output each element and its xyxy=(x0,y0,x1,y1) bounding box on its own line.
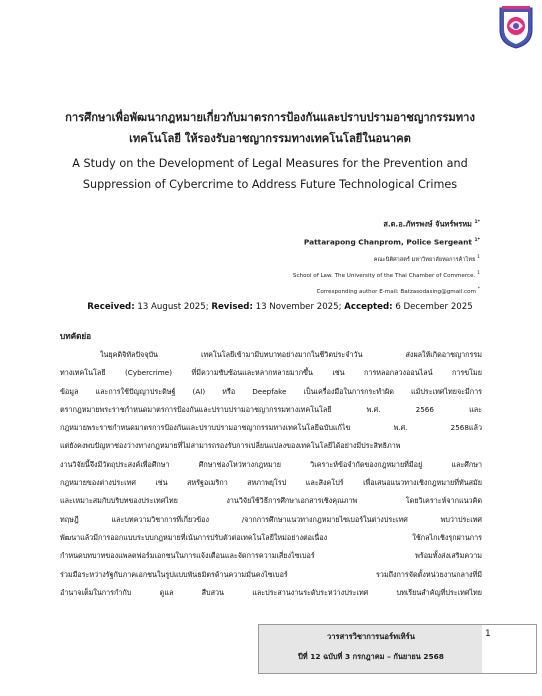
submission-dates xyxy=(60,302,500,312)
abstract-line: ทฤษฎี และบทความวิชาการที่เกี่ยวข้อง /จากการศึกษาแนวทางกฎหมายไซเบอร์ในต่างประเทศ พบว่าประเทศ xyxy=(60,514,482,524)
abstract-line: และเหมาะสมกับบริบทของประเทศไทย งานวิจัยใช้วิธีการศึกษาเอกสารเชิงคุณภาพ โดยวิเคราะห์จากแนวคิด xyxy=(60,496,482,506)
abstract-line: แต่ยังคงพบปัญหาช่องว่างทางกฎหมายที่ไม่สามารถรองรับการเปลี่ยนแปลงของเทคโนโลยีได้อย่างมีประสิทธิภาพ xyxy=(60,441,401,451)
abstract-line: อำนาจเต็มในการกำกับ ดูแล สืบสวน และประสานงานระดับระหว่างประเทศ บทเรียนสำคัญที่ประเทศไทย xyxy=(60,587,482,597)
title-thai-line: เทคโนโลยี ให้รองรับอาชญากรรมทางเทคโนโลยีในอนาคต xyxy=(129,132,411,145)
title-english-line: A Study on the Development of Legal Measures for the Prevention and xyxy=(72,157,468,170)
page-number: 1 xyxy=(485,629,491,639)
email-superscript: * xyxy=(477,286,480,292)
abstract-line: ในยุคดิจิทัลปัจจุบัน เทคโนโลยีเข้ามามีบทบาทอย่างมากในชีวิตประจำวัน ส่งผลให้เกิดอาชญากรรม xyxy=(100,350,482,359)
abstract-line: ตรากฎหมายพระราชกำหนดมาตรการป้องกันและปราบปรามอาชญากรรมทางเทคโนโลยี พ.ศ. 2566 และ xyxy=(60,404,482,414)
page-number-box xyxy=(482,624,537,674)
affiliation-thai: คณะนิติศาสตร์ มหาวิทยาลัยหอการค้าไทย $^1$ xyxy=(373,254,480,263)
accepted-label: Accepted: xyxy=(344,302,393,312)
abstract-line: ร่วมมือระหว่างรัฐกับภาคเอกชนในรูปแบบพันธมิตรด้านความมั่นคงไซเบอร์ รวมถึงการจัดตั้งหน่วยงานกลางที่มี xyxy=(60,569,482,579)
title-english xyxy=(50,153,490,195)
corresponding-email: Corresponding author E-mail: Batzasodasing@gmail.com * xyxy=(316,286,480,295)
author-en-superscript: 1* xyxy=(474,238,480,244)
author-block xyxy=(160,214,480,299)
aff-en-superscript: 1 xyxy=(477,270,480,276)
title-english-line: Suppression of Cybercrime to Address Future Technological Crimes xyxy=(82,178,458,191)
received-date: 13 August 2025; xyxy=(137,302,209,312)
author-th-superscript: 1* xyxy=(474,220,480,225)
abstract-line: กฎหมายพระราชกำหนดมาตรการป้องกันและปราบปรามอาชญากรรมทางเทคโนโลยีฉบับแก้ไข พ.ศ. 2568แล้ว xyxy=(60,423,482,433)
abstract-body xyxy=(60,346,482,602)
university-crest-icon xyxy=(494,4,538,50)
journal-name: วารสารวิชาการนอร์ทเทิร์น xyxy=(327,632,415,641)
journal-volume: ปีที่ 12 ฉบับที่ 3 กรกฎาคม – กันยายน 2568 xyxy=(298,652,444,661)
affiliation-english: School of Law. The University of the Thai Chamber of Commerce. $^1$ xyxy=(292,270,480,279)
abstract-line: กฎหมายของต่างประเทศ เช่น สหรัฐอเมริกา สหภาพยุโรป และสิงคโปร์ เพื่อเสนอแนวทางเชิงกฎหมายที่ทันสมัย xyxy=(60,478,482,488)
aff-th-superscript: 1 xyxy=(477,254,480,260)
received-label: Received: xyxy=(87,302,135,312)
revised-date: 13 November 2025; xyxy=(255,302,342,312)
abstract-line: กำหนดบทบาทของแพลตฟอร์มเอกชนในการแจ้งเตือนและจัดการความเสี่ยงไซเบอร์ พร้อมทั้งส่งเสริมความ xyxy=(60,551,482,561)
author-name-thai: ส.ต.อ.ภัทรพงษ์ จันทร์พรหม $^{1*}$ xyxy=(383,219,480,229)
abstract-heading: บทคัดย่อ xyxy=(60,331,92,341)
title-thai-line: การศึกษาเพื่อพัฒนากฎหมายเกี่ยวกับมาตรการป้องกันและปราบปรามอาชญากรรมทาง xyxy=(65,111,475,124)
accepted-date: 6 December 2025 xyxy=(395,302,473,312)
abstract-line: งานวิจัยนี้จึงมีวัตถุประสงค์เพื่อศึกษา ศึกษาช่องโหว่ทางกฎหมาย วิเคราะห์ข้อจำกัดของกฎหมายที่มีอยู่ และศึกษา xyxy=(60,459,482,469)
title-thai xyxy=(60,107,480,149)
revised-label: Revised: xyxy=(211,302,253,312)
abstract-line: พัฒนาแล้วมีการออกแบบระบบกฎหมายที่เน้นการปรับตัวต่อเทคโนโลยีใหม่อย่างต่อเนื่อง ใช้กลไกเชิงรุกผ่านการ xyxy=(60,532,482,542)
abstract-line: ทางเทคโนโลยี (Cybercrime) ที่มีความซับซ้อนและหลากหลายมากขึ้น เช่น การหลอกลวงออนไลน์ การขโมย xyxy=(60,368,482,378)
abstract-line: ข้อมูล และการใช้ปัญญาประดิษฐ์ (AI) หรือ Deepfake เป็นเครื่องมือในการกระทำผิด แม้ประเทศไทยจะมีการ xyxy=(60,386,482,396)
author-name-english: Pattarapong Chanprom, Police Sergeant $^{1*}$ xyxy=(303,237,480,247)
journal-footer xyxy=(258,624,484,674)
